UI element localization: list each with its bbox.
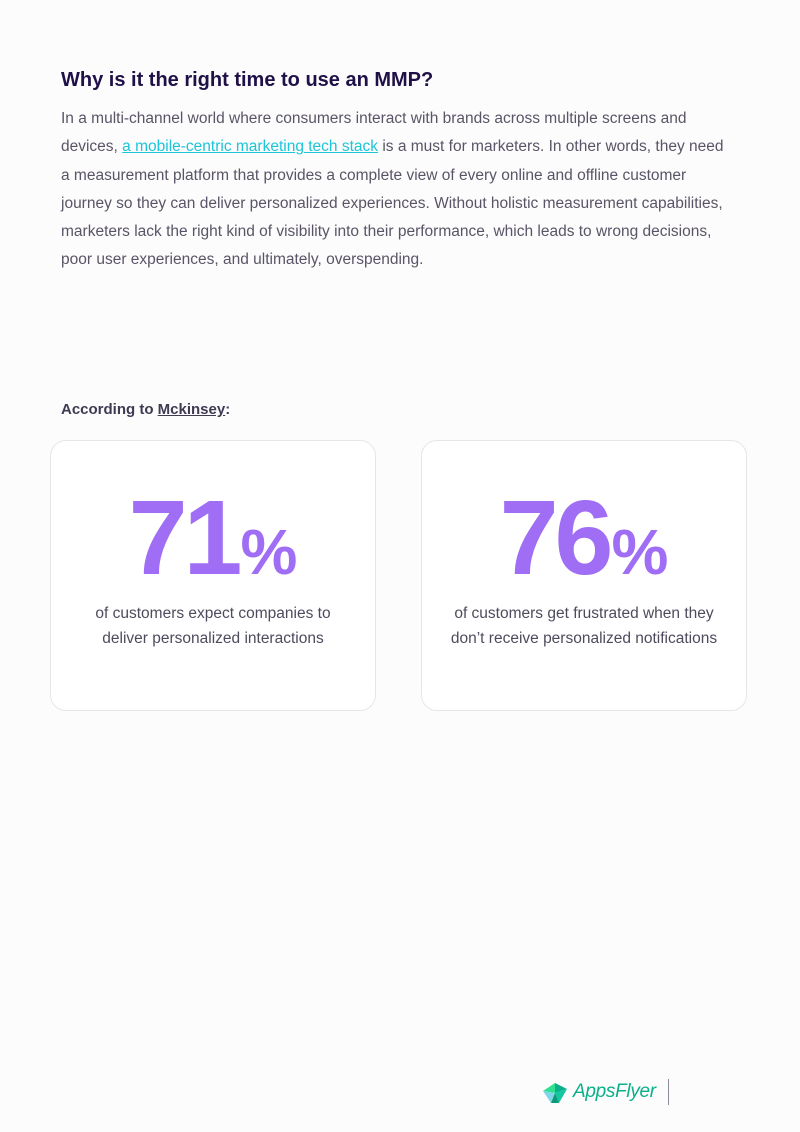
- mckinsey-link[interactable]: Mckinsey: [157, 401, 226, 418]
- stat-card-71: [50, 440, 376, 711]
- stat-number: 71: [128, 479, 239, 597]
- stat-percent-sign: %: [240, 516, 298, 588]
- stat-card-76: [421, 440, 747, 711]
- stat-value: [51, 479, 375, 597]
- stat-description: of customers expect companies to deliver personalized interactions: [95, 605, 331, 647]
- stat-description: of customers get frustrated when they don’t receive personalized notifications: [450, 605, 718, 647]
- mobile-martech-stack-link[interactable]: a mobile-centric marketing tech stack: [122, 138, 379, 156]
- source-line: [61, 399, 230, 421]
- source-suffix: :: [225, 401, 231, 418]
- intro-text-before-link: In a multi-channel world where consumers interact with brands across multiple screens and devices,: [61, 110, 687, 156]
- intro-text-after-link: is a must for marketers. In other words, they need a measurement platform that provides a complete view of every online and offline customer journey so they can deliver personalized experiences. Without holistic measurement capabilities, marketers lack the right kind of visibility into their performance, which leads to wrong decisions, poor user experiences, and ultimately, overspending.: [61, 138, 724, 269]
- appsflyer-logo-icon: [541, 1077, 571, 1107]
- intro-paragraph: [61, 105, 733, 275]
- stat-percent-sign: %: [611, 516, 669, 588]
- appsflyer-logo: [541, 1075, 669, 1109]
- appsflyer-wordmark: AppsFlyer: [573, 1081, 656, 1102]
- page-title: Why is it the right time to use an MMP?: [61, 69, 434, 91]
- stat-value: [422, 479, 746, 597]
- source-prefix: According to: [61, 401, 158, 418]
- stat-number: 76: [499, 479, 610, 597]
- logo-divider: [668, 1079, 669, 1105]
